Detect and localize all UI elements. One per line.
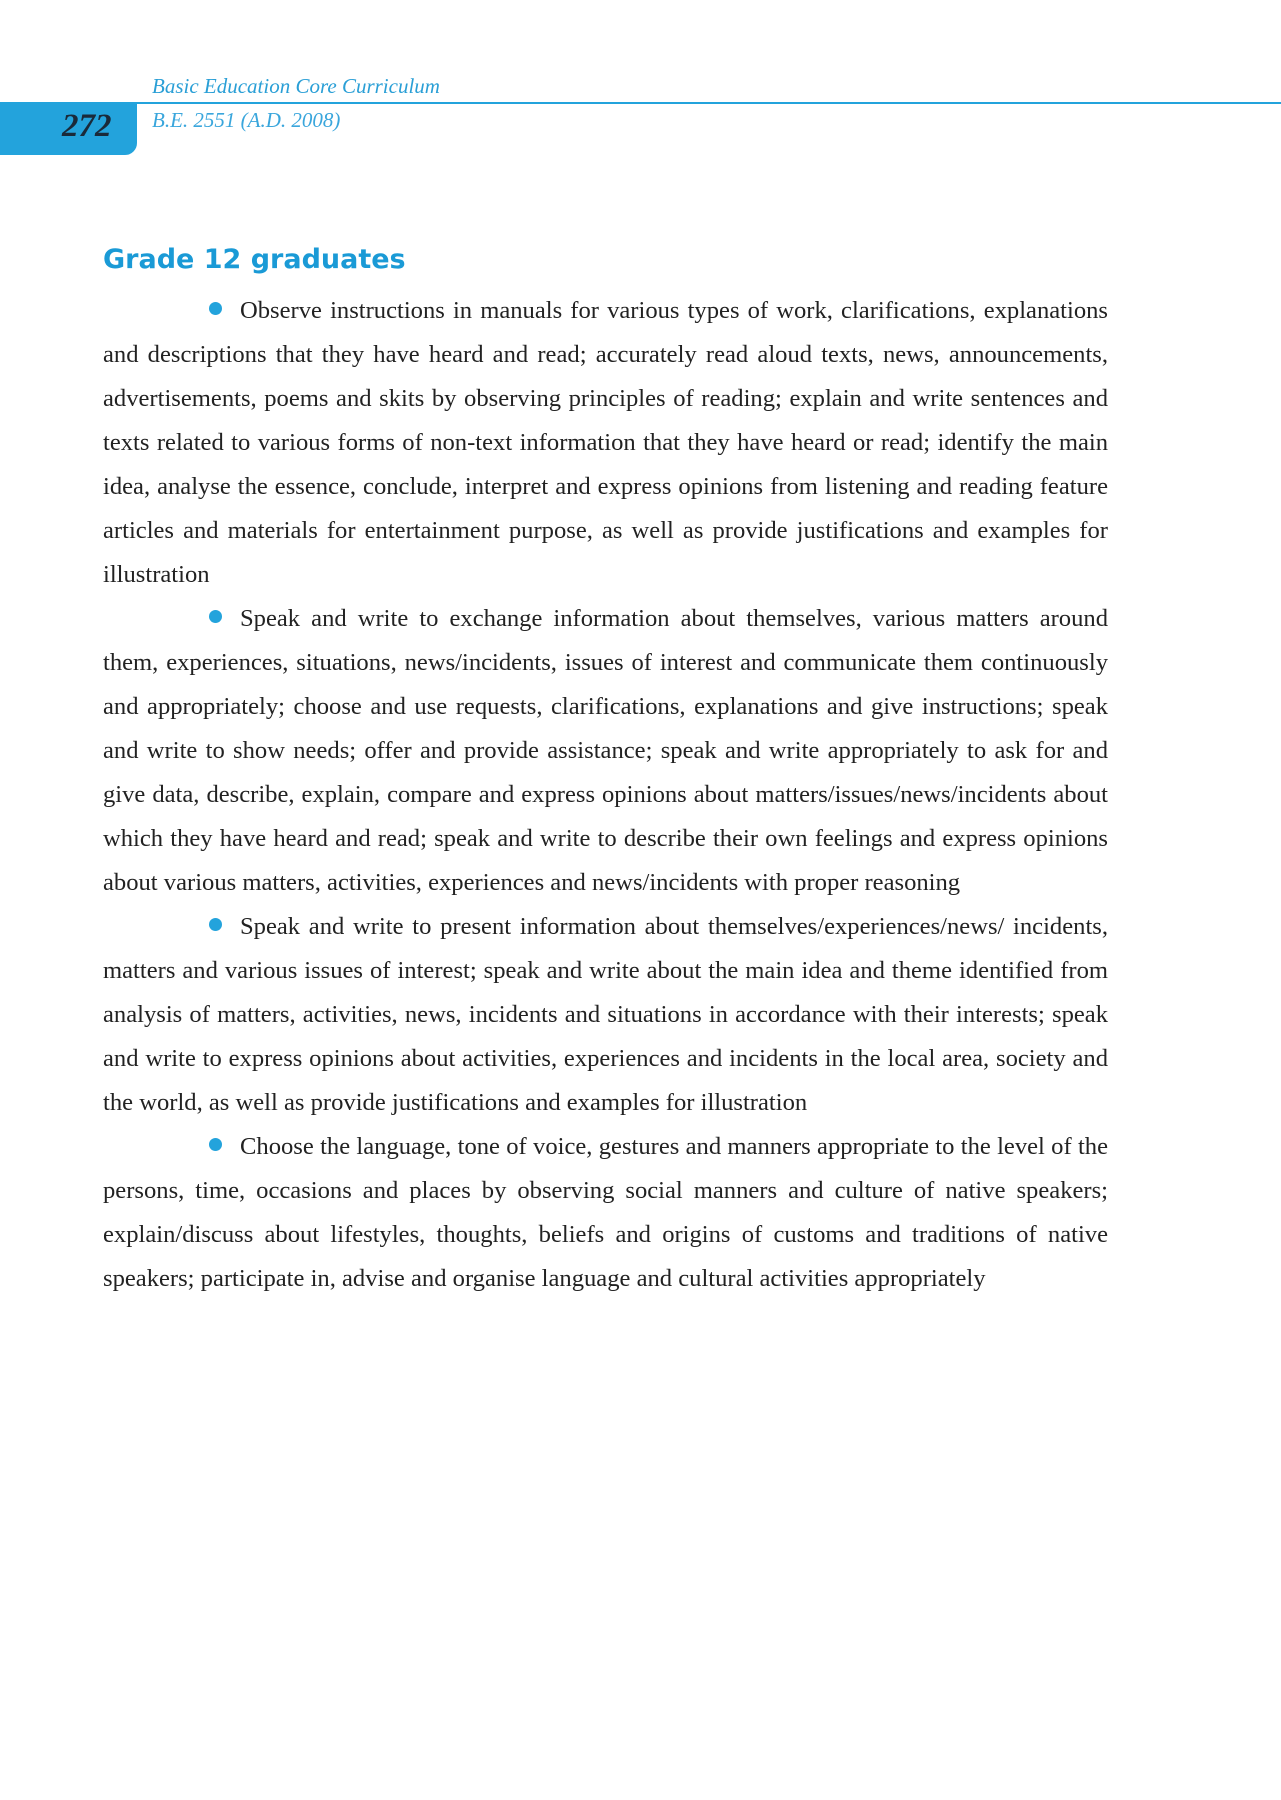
bullet-dot-icon xyxy=(209,302,222,315)
page-number: 272 xyxy=(62,108,112,144)
bullet-item xyxy=(103,1125,1108,1301)
bullet-item xyxy=(103,289,1108,597)
bullet-text: Speak and write to present information about themselves/experiences/news/ incidents, matters and various issues of interest; speak and write about the main idea and theme identified from analysis of matters, activities, news, incidents and situations in accordance with their interests; speak and write to express opinions about activities, experiences and incidents in the local area, society and the world, as well as provide justifications and examples for illustration xyxy=(103,913,1108,1116)
bullet-text: Observe instructions in manuals for various types of work, clarifications, explanations and descriptions that they have heard and read; accurately read aloud texts, news, announcements, advertisements, poems and skits by observing principles of reading; explain and write sentences and texts related to various forms of non-text information that they have heard or read; identify the main idea, analyse the essence, conclude, interpret and express opinions from listening and reading feature articles and materials for entertainment purpose, as well as provide justifications and examples for illustration xyxy=(103,297,1108,588)
bullet-item xyxy=(103,597,1108,905)
bullet-text: Speak and write to exchange information about themselves, various matters around them, experiences, situations, news/incidents, issues of interest and communicate them continuously and appropriately; choose and use requests, clarifications, explanations and give instructions; speak and write to show needs; offer and provide assistance; speak and write appropriately to ask for and give data, describe, explain, compare and express opinions about matters/issues/news/incidents about which they have heard and read; speak and write to describe their own feelings and express opinions about various matters, activities, experiences and news/incidents with proper reasoning xyxy=(103,605,1108,896)
running-head-subtitle: B.E. 2551 (A.D. 2008) xyxy=(152,108,341,132)
bullet-text: Choose the language, tone of voice, gestures and manners appropriate to the level of the persons, time, occasions and places by observing social manners and culture of native speakers; explain/discuss about lifestyles, thoughts, beliefs and origins of customs and traditions of native speakers; participate in, advise and organise language and cultural activities appropriately xyxy=(103,1133,1108,1292)
bullet-dot-icon xyxy=(209,918,222,931)
bullet-item xyxy=(103,905,1108,1125)
bullet-list xyxy=(103,289,1108,1301)
header-rule xyxy=(137,102,1281,104)
bullet-dot-icon xyxy=(209,1138,222,1151)
bullet-dot-icon xyxy=(209,610,222,623)
running-head-title: Basic Education Core Curriculum xyxy=(152,74,440,98)
section-title: Grade 12 graduates xyxy=(103,244,406,275)
